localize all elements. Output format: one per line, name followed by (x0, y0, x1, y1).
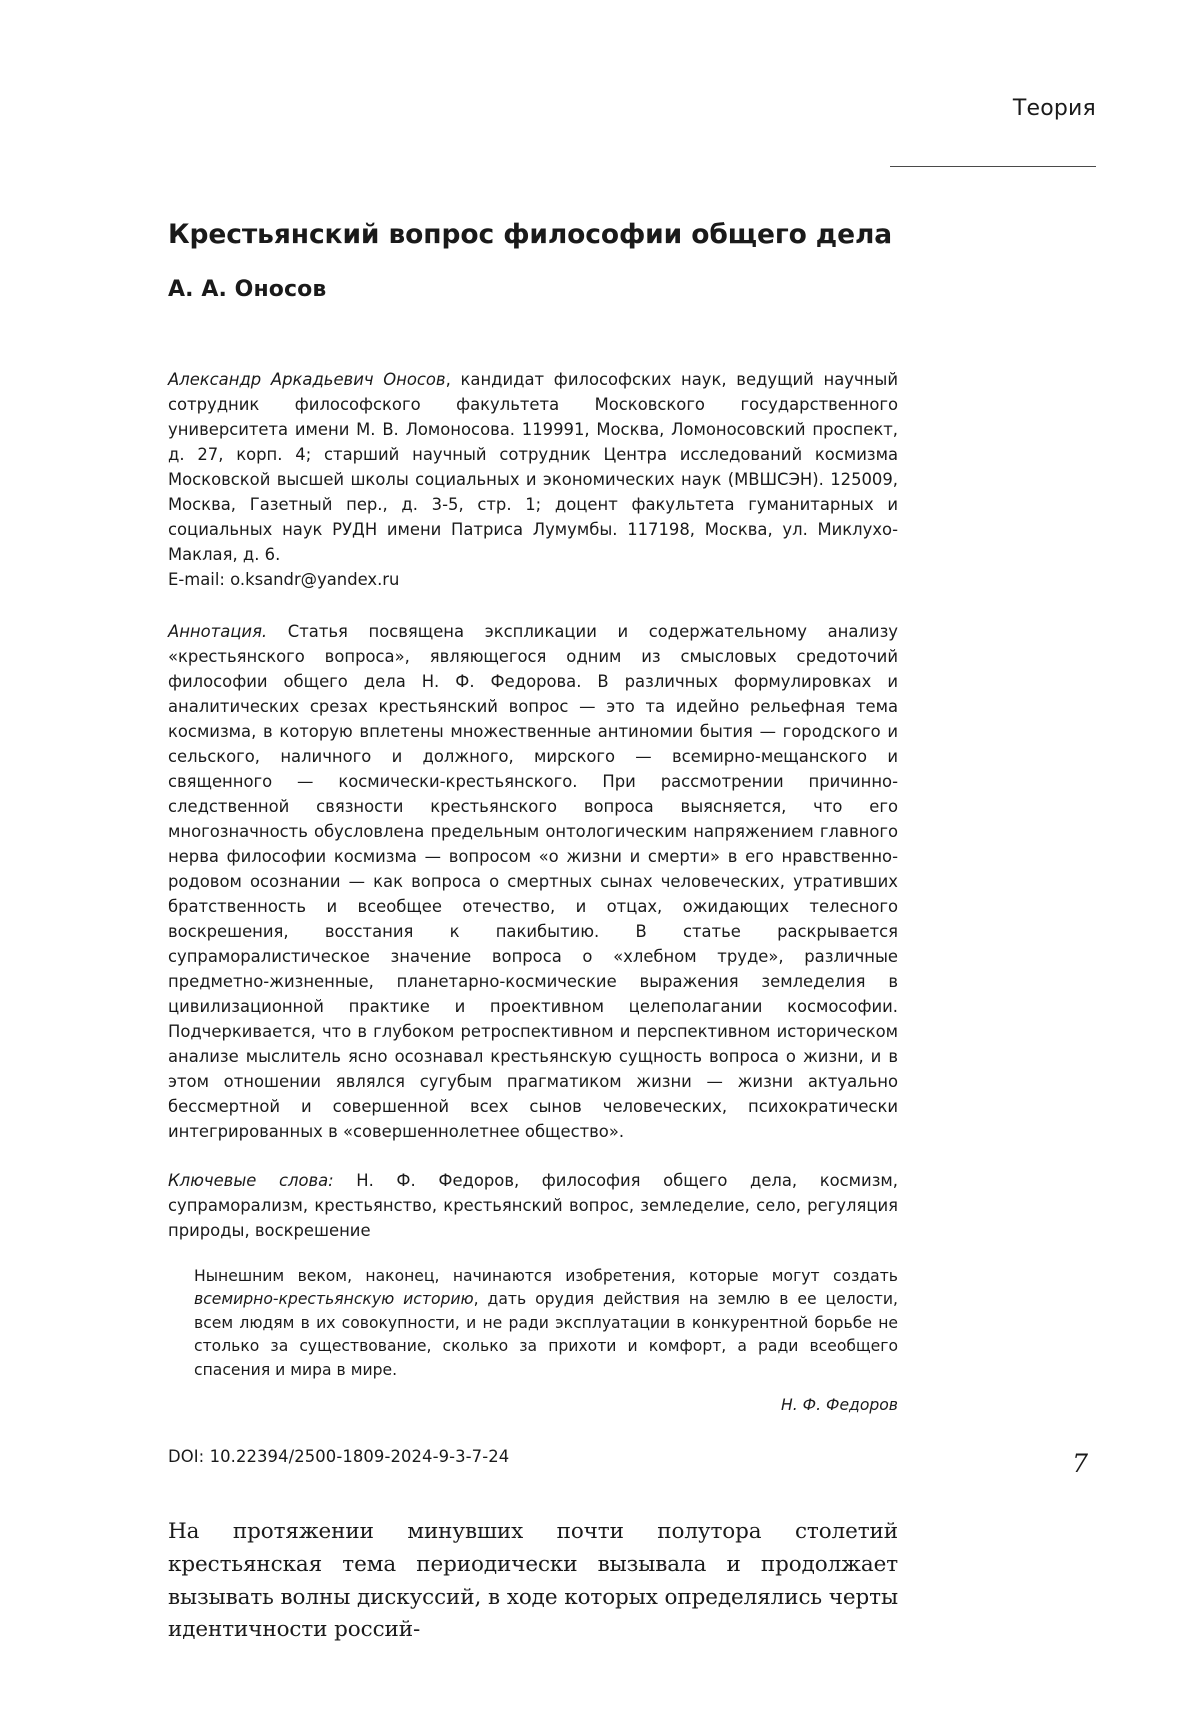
page-number: 7 (1072, 1449, 1088, 1478)
epigraph-italic-phrase: всемирно-крестьянскую историю (194, 1290, 474, 1309)
page-title: Крестьянский вопрос философии общего дела (168, 219, 893, 250)
abstract (168, 593, 898, 1144)
epigraph (194, 1243, 898, 1417)
epigraph-part-1: Нынешним веком, наконец, начинаются изобретения, которые могут создать (194, 1266, 898, 1285)
abstract-label: Аннотация. (168, 621, 268, 641)
keywords-label: Ключевые слова: (168, 1170, 334, 1190)
author-full-name: Александр Аркадьевич Оносов (168, 370, 446, 390)
doi-line: DOI: 10.22394/2500-1809-2024-9-3-7-24 (168, 1447, 510, 1467)
author-affiliation (168, 302, 898, 568)
running-head-label: Теория (1012, 96, 1096, 121)
affiliation-text: , кандидат философских наук, ведущий научный сотрудник философского факультета Московского государственного университета имени М. В. Ломоносова. 119991, Москва, Ломоносовский проспект, д. 27, корп. 4; старший научный сотрудник Центра исследований космизма Московской высшей школы социальных и экономических наук (МВШСЭН). 125009, Москва, Газетный пер., д. 3-5, стр. 1; доцент факультета гуманитарных и социальных наук РУДН имени Патриса Лумумбы. 117198, Москва, ул. Миклухо-Маклая, д. 6. (168, 370, 898, 564)
abstract-text: Статья посвящена экспликации и содержательному анализу «крестьянского вопроса», являющегося одним из смысловых средоточий философии общего дела Н. Ф. Федорова. В различных формулировках и аналитических срезах крестьянский вопрос — это та идейно рельефная тема космизма, в которую вплетены множественные антиномии бытия — городского и сельского, наличного и должного, мирского — всемирно-мещанского и священного — космически-крестьянского. При рассмотрении причинно-следственной связности крестьянского вопроса выясняется, что его многозначность обусловлена предельным онтологическим напряжением главного нерва философии космизма — вопросом «о жизни и смерти» в его нравственно-родовом осознании — как вопроса о смертных сынах человеческих, утративших братственность и всеобщее отечество, и отцах, ожидающих телесного воскрешения, восстания к пакибытию. В статье раскрывается супраморалистическое значение вопроса о «хлебном труде», различные предметно-жизненные, планетарно-космические выражения земледелия в цивилизационной практике и проективном целеполагании космософии. Подчеркивается, что в глубоком ретроспективном и перспективном историческом анализе мыслитель ясно осознавал крестьянскую сущность вопроса о жизни, и в этом отношении являлся сугубым прагматиком жизни — жизни актуально бессмертной и совершенной всех сынов человеческих, психократически интегрированных в «совершеннолетнее общество». (168, 621, 898, 1141)
article-author: А. А. Оносов (168, 277, 327, 303)
body-first-paragraph: На протяжении минувших почти полутора столетий крестьянская тема периодически вызывала и продолжает вызывать волны дискуссий, в ходе которых определялись черты идентичности россий- (168, 1519, 898, 1643)
running-head-divider (890, 166, 1096, 167)
epigraph-part-2: , дать орудия действия на землю в ее целости, всем людям в их совокупности, и не ради эксплуатации в конкурентной борьбе не столько за существование, сколько за прихоти и комфорт, а ради всеобщего спасения и мира в мире. (194, 1290, 898, 1379)
keywords (168, 1144, 898, 1243)
epigraph-attribution: Н. Ф. Федоров (781, 1395, 898, 1414)
author-email: E-mail: o.ksandr@yandex.ru (168, 569, 400, 589)
article-content (168, 0, 898, 1647)
keywords-text: Н. Ф. Федоров, философия общего дела, космизм, супраморализм, крестьянство, крестьянский вопрос, земледелие, село, регуляция природы, воскрешение (168, 1170, 898, 1240)
